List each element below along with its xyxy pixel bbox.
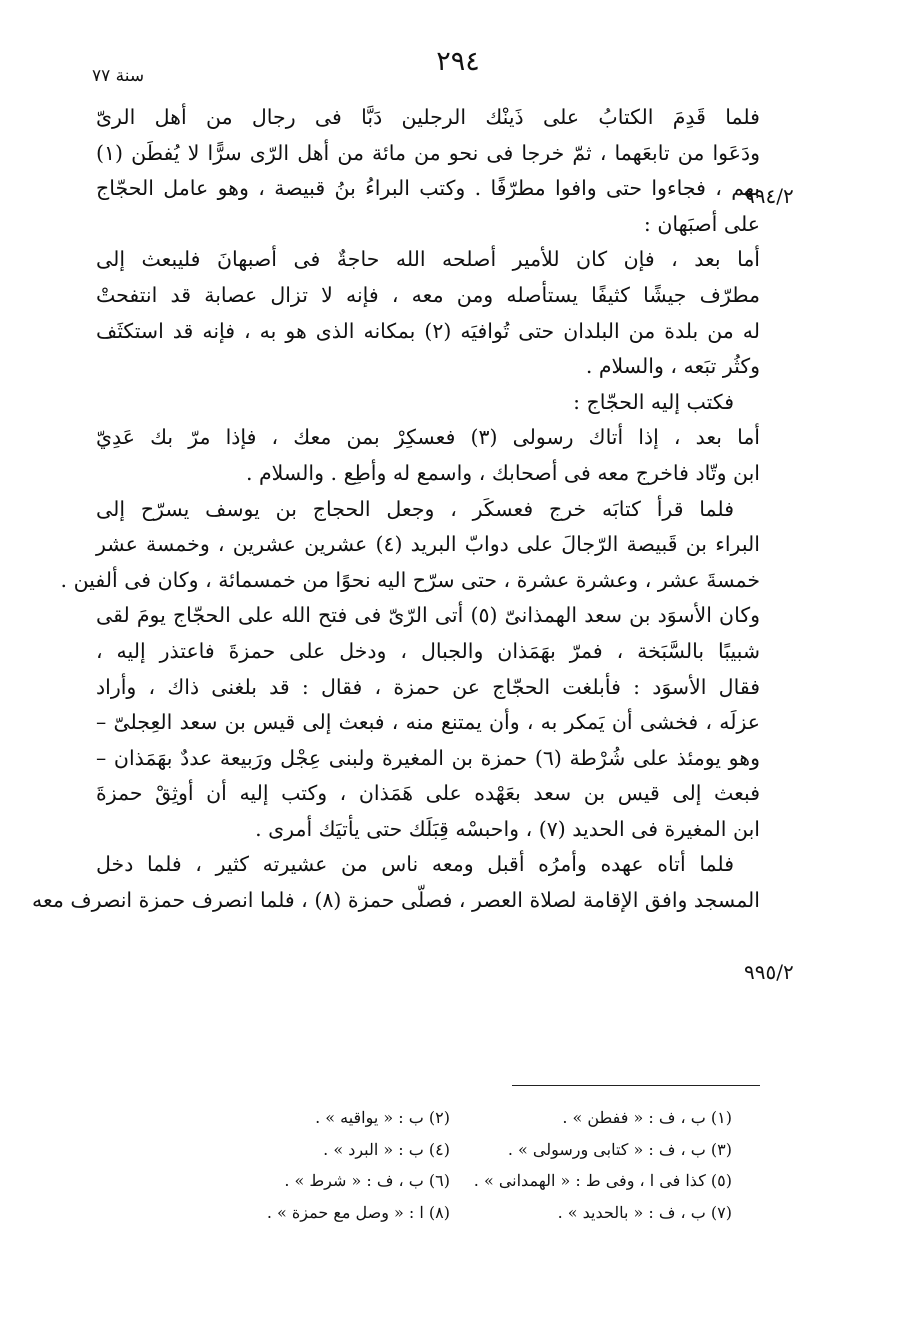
margin-reference: ٩٩٥/٢ [744,960,794,984]
text-line: البراء بن قَبيصة الرّجالَ على دوابّ البريد (٤) عشرين عشرين ، وخمسة عشر [96,532,760,557]
text-line: فلما قَدِمَ الكتابُ على ذَينْك الرجلين دَبَّا فى رجال من أهل الرىّ [96,105,760,129]
text-line: فكتب إليه الحجّاج : [573,389,734,414]
footnote-row [168,1165,732,1197]
text-line: ابن وتّاد فاخرج معه فى أصحابك ، واسمع له وأطِع . والسلام . [245,460,760,485]
footnote: (٢) ب : « يواقيه » . [315,1108,450,1127]
text-line: مطرّف جيشًا كثيفًا يستأصله ومن معه ، فإنه لا تزال عصابة قد انتفحتْ [96,282,760,307]
footnote-separator [512,1085,760,1086]
text-line: أما بعد ، فإن كان للأمير أصلحه الله حاجةٌ فى أصبهانَ فليبعث إلى [96,247,760,272]
text-line: فلما قرأ كتابَه خرج فعسكَر ، وجعل الحجاج بن يوسف يسرّح إلى [96,496,734,521]
text-line: فقال الأسوَد : فأبلغت الحجّاج عن حمزة ، فقال : قد بلغنى ذاك ، وأراد [96,674,760,699]
text-line: له من بلدة من البلدان حتى تُوافيَه (٢) بمكانه الذى هو به ، فإنه قد استكثَف [96,318,761,343]
footnotes [168,1102,732,1228]
running-head-year: سنة ٧٧ [92,66,145,86]
text-line: بهم ، فجاءوا حتى وافوا مطرّفًا . وكتب البراءُ بنُ قبيصة ، وهو عامل الحجّاج [96,176,760,201]
main-text [32,100,761,919]
text-line: أما بعد ، إذا أتاك رسولى (٣) فعسكِرْ بمن معك ، فإذا مرّ بك عَدِيّ [96,425,760,450]
footnote-row [168,1197,732,1229]
footnote: (٣) ب ، ف : « كتابى ورسولى » . [507,1139,732,1159]
margin-reference: ٩٩٤/٢ [744,184,794,208]
footnote: (٨) ا : « وصل مع حمزة » . [266,1202,450,1222]
page-number: ٢٩٤ [436,46,480,77]
text-line: المسجد وافق الإقامة لصلاة العصر ، فصلّى حمزة (٨) ، فلما انصرف حمزة انصرف معه [32,888,760,913]
footnote: (٦) ب ، ف : « شرط » . [284,1171,450,1190]
footnote-row [168,1102,732,1134]
text-line: على أصبَهان : [643,211,760,236]
text-line: شبيبًا بالسَّبَخة ، فمرّ بهَمَذان والجبال ، ودخل على حمزةَ فاعتذر إليه ، [96,638,760,663]
footnote: (٥) كذا فى ا ، وفى ط : « الهمدانى » . [473,1171,732,1190]
footnote: (٧) ب ، ف : « بالحديد » . [557,1202,732,1222]
text-line: وكان الأسوَد بن سعد الهمذانىّ (٥) أتى الرّىّ فى فتح الله على الحجّاج يومَ لقى [96,603,760,628]
footnote-row [168,1134,732,1166]
text-line: فبعث إلى قيس بن سعد بعَهْده على هَمَذان ، وكتب إليه أن أوثِقْ حمزةَ [96,781,760,806]
footnote: (٤) ب : « البرد » . [323,1139,450,1159]
footnote: (١) ب ، ف : « ففطن » . [562,1108,732,1127]
text-line: وكثُر تبَعه ، والسلام . [585,354,760,379]
text-line: وهو يومئذ على شُرْطة (٦) حمزة بن المغيرة ولبنى عِجْل ورَبيعة عددٌ بهَمَذان – [96,745,760,770]
text-line: فلما أتاه عهده وأمرُه أقبل ومعه ناس من عشيرته كثير ، فلما دخل [96,852,734,877]
text-line: خمسةَ عشر ، وعشرة عشرة ، حتى سرّح اليه نحوًا من خمسمائة ، وكان فى ألفين . [60,567,760,592]
text-line: عزلَه ، فخشى أن يَمكر به ، وأن يمتنع منه ، فبعث إلى قيس بن سعد العِجلىّ – [96,710,760,735]
text-line: ابن المغيرة فى الحديد (٧) ، واحبسْه قِبَلَك حتى يأتيَك أمرى . [255,816,760,841]
text-line: ودَعَوا من تابعَهما ، ثمّ خرجا فى نحو من مائة من أهل الرّى سرًّا لا يُفطَن (١) [96,140,760,165]
